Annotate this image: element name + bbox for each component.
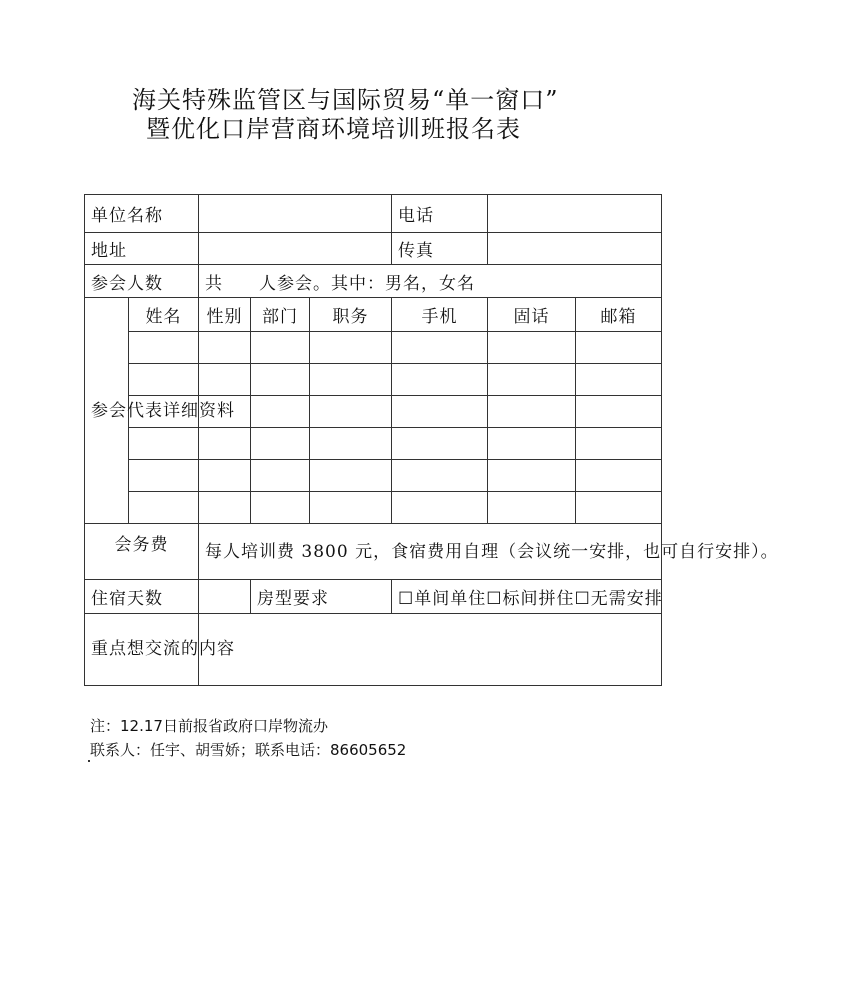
column-header: 手机 <box>392 298 488 331</box>
org-name-field[interactable] <box>199 195 392 233</box>
table-cell[interactable] <box>310 395 392 427</box>
table-row <box>85 492 662 524</box>
table-cell[interactable] <box>129 492 199 524</box>
stay-days-field[interactable] <box>199 580 251 613</box>
table-cell[interactable] <box>576 331 662 363</box>
table-cell[interactable] <box>576 492 662 524</box>
deadline-note: 注：12.17日前报省政府口岸物流办 <box>90 717 328 735</box>
table-row <box>85 363 662 395</box>
table-cell[interactable] <box>310 427 392 459</box>
contact-info: 联系人：任宇、胡雪娇；联系电话：86605652 <box>90 741 407 759</box>
table-cell[interactable] <box>251 363 310 395</box>
footer-notes <box>90 714 406 762</box>
fee-text: 每人培训费 3800 元，食宿费用自理（会议统一安排，也可自行安排）。 <box>199 524 662 580</box>
table-cell[interactable] <box>488 460 576 492</box>
table-cell[interactable] <box>310 460 392 492</box>
table-cell[interactable] <box>392 492 488 524</box>
delegates-details-label: 参会代表详细资料 <box>85 298 129 524</box>
fax-label: 传真 <box>392 233 488 265</box>
phone-label: 电话 <box>392 195 488 233</box>
column-header: 邮箱 <box>576 298 662 331</box>
table-cell[interactable] <box>129 460 199 492</box>
column-header: 固话 <box>488 298 576 331</box>
table-cell[interactable] <box>199 427 251 459</box>
table-cell[interactable] <box>199 460 251 492</box>
phone-field[interactable] <box>488 195 662 233</box>
table-cell[interactable] <box>576 363 662 395</box>
table-row <box>85 427 662 459</box>
room-type-options[interactable]: ☐单间单住☐标间拼住☐无需安排 <box>392 580 662 613</box>
fee-label: 会务费 <box>85 524 199 580</box>
topics-label: 重点想交流的内容 <box>85 613 199 685</box>
table-cell[interactable] <box>488 395 576 427</box>
table-cell[interactable] <box>129 331 199 363</box>
table-cell[interactable] <box>392 427 488 459</box>
table-cell[interactable] <box>488 331 576 363</box>
column-header: 职务 <box>310 298 392 331</box>
table-cell[interactable] <box>199 492 251 524</box>
table-cell[interactable] <box>251 395 310 427</box>
table-cell[interactable] <box>576 395 662 427</box>
table-cell[interactable] <box>251 460 310 492</box>
table-cell[interactable] <box>488 492 576 524</box>
address-field[interactable] <box>199 233 392 265</box>
room-type-label: 房型要求 <box>251 580 392 613</box>
table-cell[interactable] <box>392 331 488 363</box>
fax-field[interactable] <box>488 233 662 265</box>
table-cell[interactable] <box>310 331 392 363</box>
table-cell[interactable] <box>488 427 576 459</box>
table-cell[interactable] <box>251 427 310 459</box>
table-cell[interactable] <box>488 363 576 395</box>
column-header: 性别 <box>199 298 251 331</box>
table-cell[interactable] <box>392 460 488 492</box>
registration-form <box>84 194 779 686</box>
column-header: 部门 <box>251 298 310 331</box>
table-cell[interactable] <box>392 395 488 427</box>
stay-days-label: 住宿天数 <box>85 580 199 613</box>
attendee-count-label: 参会人数 <box>85 265 199 298</box>
table-cell[interactable] <box>129 427 199 459</box>
topics-field[interactable] <box>199 613 662 685</box>
table-cell[interactable] <box>392 363 488 395</box>
form-title-line2: 暨优化口岸营商环境培训班报名表 <box>146 115 521 143</box>
table-row <box>85 331 662 363</box>
org-name-label: 单位名称 <box>85 195 199 233</box>
table-cell[interactable] <box>576 427 662 459</box>
table-cell[interactable] <box>129 363 199 395</box>
table-cell[interactable] <box>199 363 251 395</box>
table-cell[interactable] <box>576 460 662 492</box>
column-header: 姓名 <box>129 298 199 331</box>
table-cell[interactable] <box>251 331 310 363</box>
form-title-line1: 海关特殊监管区与国际贸易“单一窗口” <box>132 86 559 114</box>
stray-mark <box>88 760 90 762</box>
table-cell[interactable] <box>199 331 251 363</box>
table-cell[interactable] <box>310 492 392 524</box>
table-cell[interactable] <box>310 363 392 395</box>
table-cell[interactable] <box>251 492 310 524</box>
table-row <box>85 460 662 492</box>
attendee-count-field[interactable]: 共 人参会。其中：男名，女名 <box>199 265 662 298</box>
address-label: 地址 <box>85 233 199 265</box>
